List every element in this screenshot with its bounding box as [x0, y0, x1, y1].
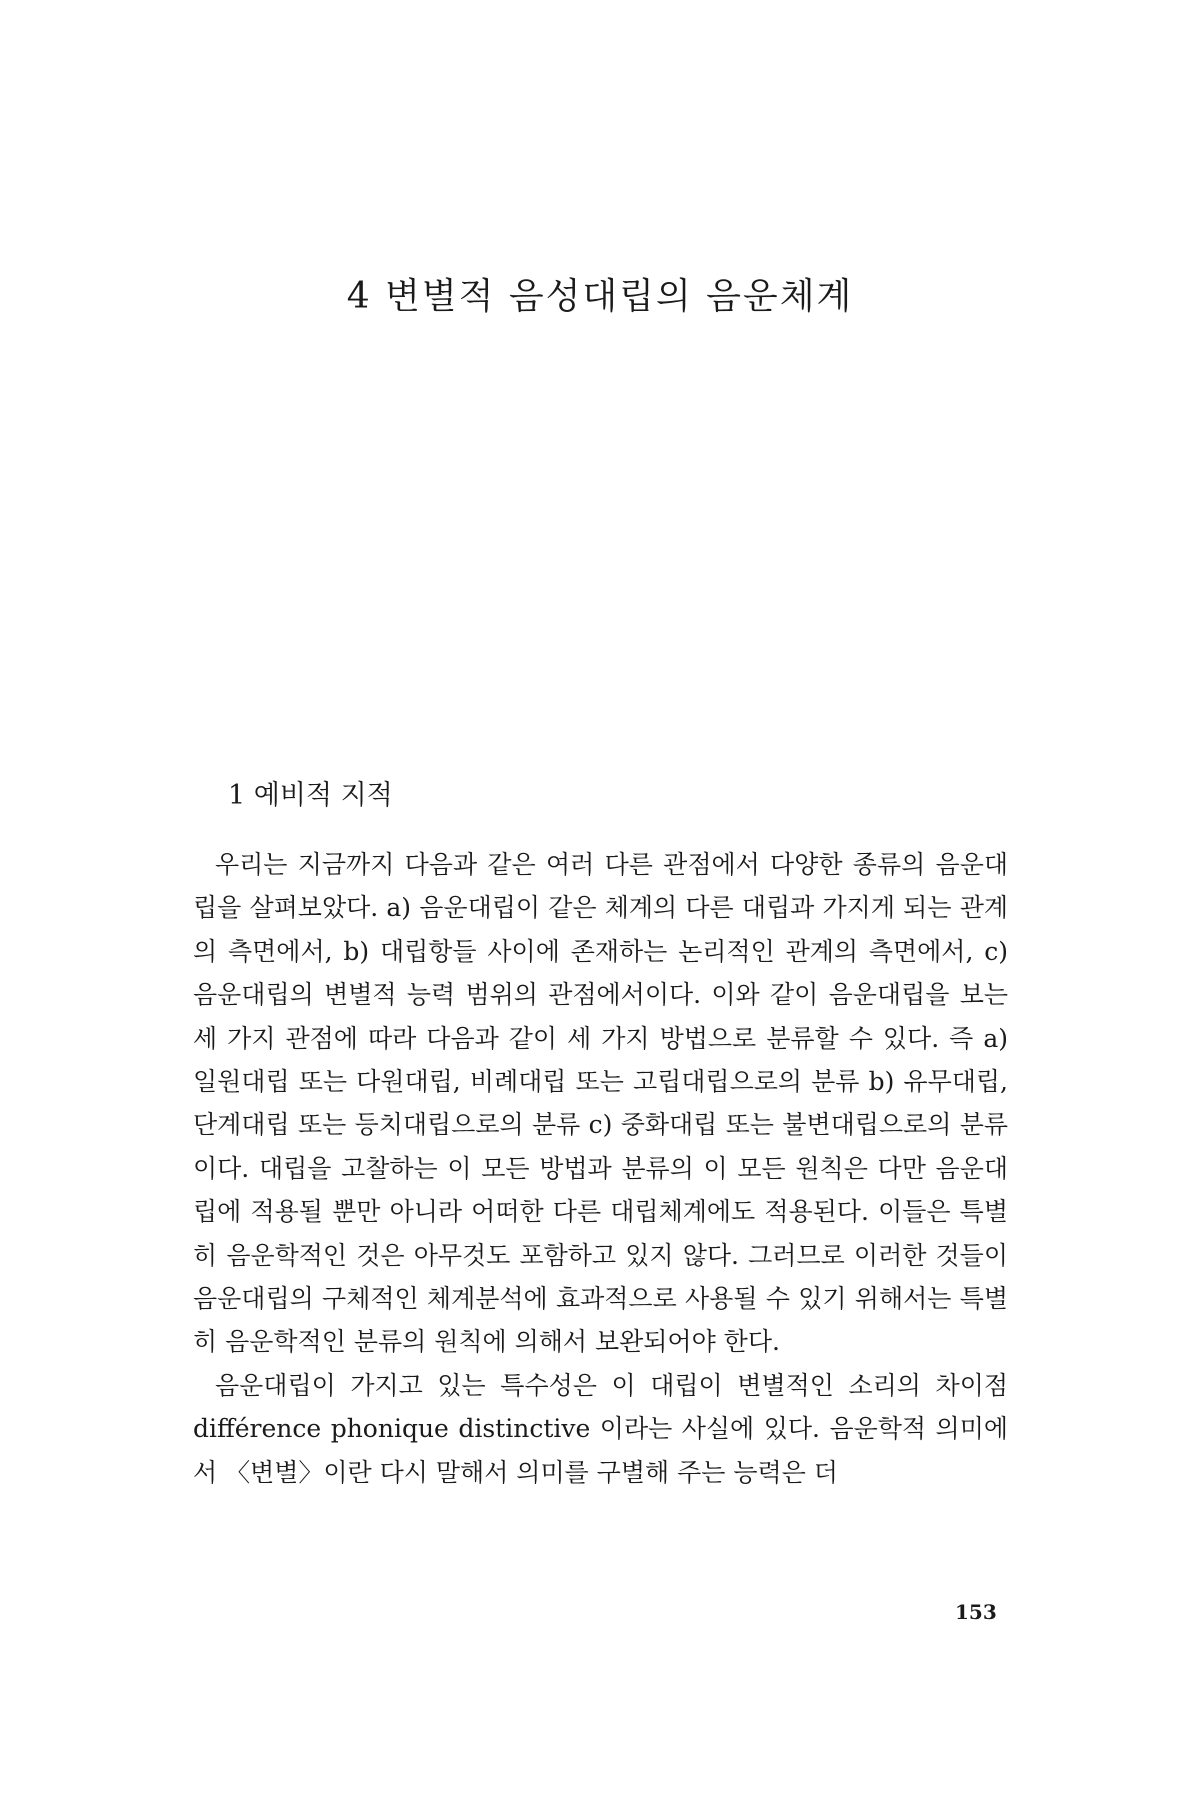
section-heading: 1 예비적 지적 — [228, 780, 393, 811]
paragraph: 우리는 지금까지 다음과 같은 여러 다른 관점에서 다양한 종류의 음운대립을 살펴보았다. a) 음운대립이 같은 체계의 다른 대립과 가지게 되는 관계의 측면에서, b) 대립항들 사이에 존재하는 논리적인 관계의 측면에서, c) 음운대립의 변별적 능력 범위의 관점에서이다. 이와 같이 음운대립을 보는 세 가지 관점에 따라 다음과 같이 세 가지 방법으로 분류할 수 있다. 즉 a) 일원대립 또는 다원대립, 비례대립 또는 고립대립으로의 분류 b) 유무대립, 단계대립 또는 등치대립으로의 분류 c) 중화대립 또는 불변대립으로의 분류이다. 대립을 고찰하는 이 모든 방법과 분류의 이 모든 원칙은 다만 음운대립에 적용될 뿐만 아니라 어떠한 다른 대립체계에도 적용된다. 이들은 특별히 음운학적인 것은 아무것도 포함하고 있지 않다. 그러므로 이러한 것들이 음운대립의 구체적인 체계분석에 효과적으로 사용될 수 있기 위해서는 특별히 음운학적인 분류의 원칙에 의해서 보완되어야 한다. — [193, 850, 1008, 1357]
body-text — [193, 843, 1008, 1494]
chapter-title: 4 변별적 음성대립의 음운체계 — [346, 276, 854, 317]
page-number: 153 — [955, 1600, 997, 1624]
paragraph: 음운대립이 가지고 있는 특수성은 이 대립이 변별적인 소리의 차이점 différence phonique distinctive 이라는 사실에 있다. 음운학적 의미에서 〈변별〉이란 다시 말해서 의미를 구별해 주는 능력은 더 — [193, 1370, 1008, 1487]
